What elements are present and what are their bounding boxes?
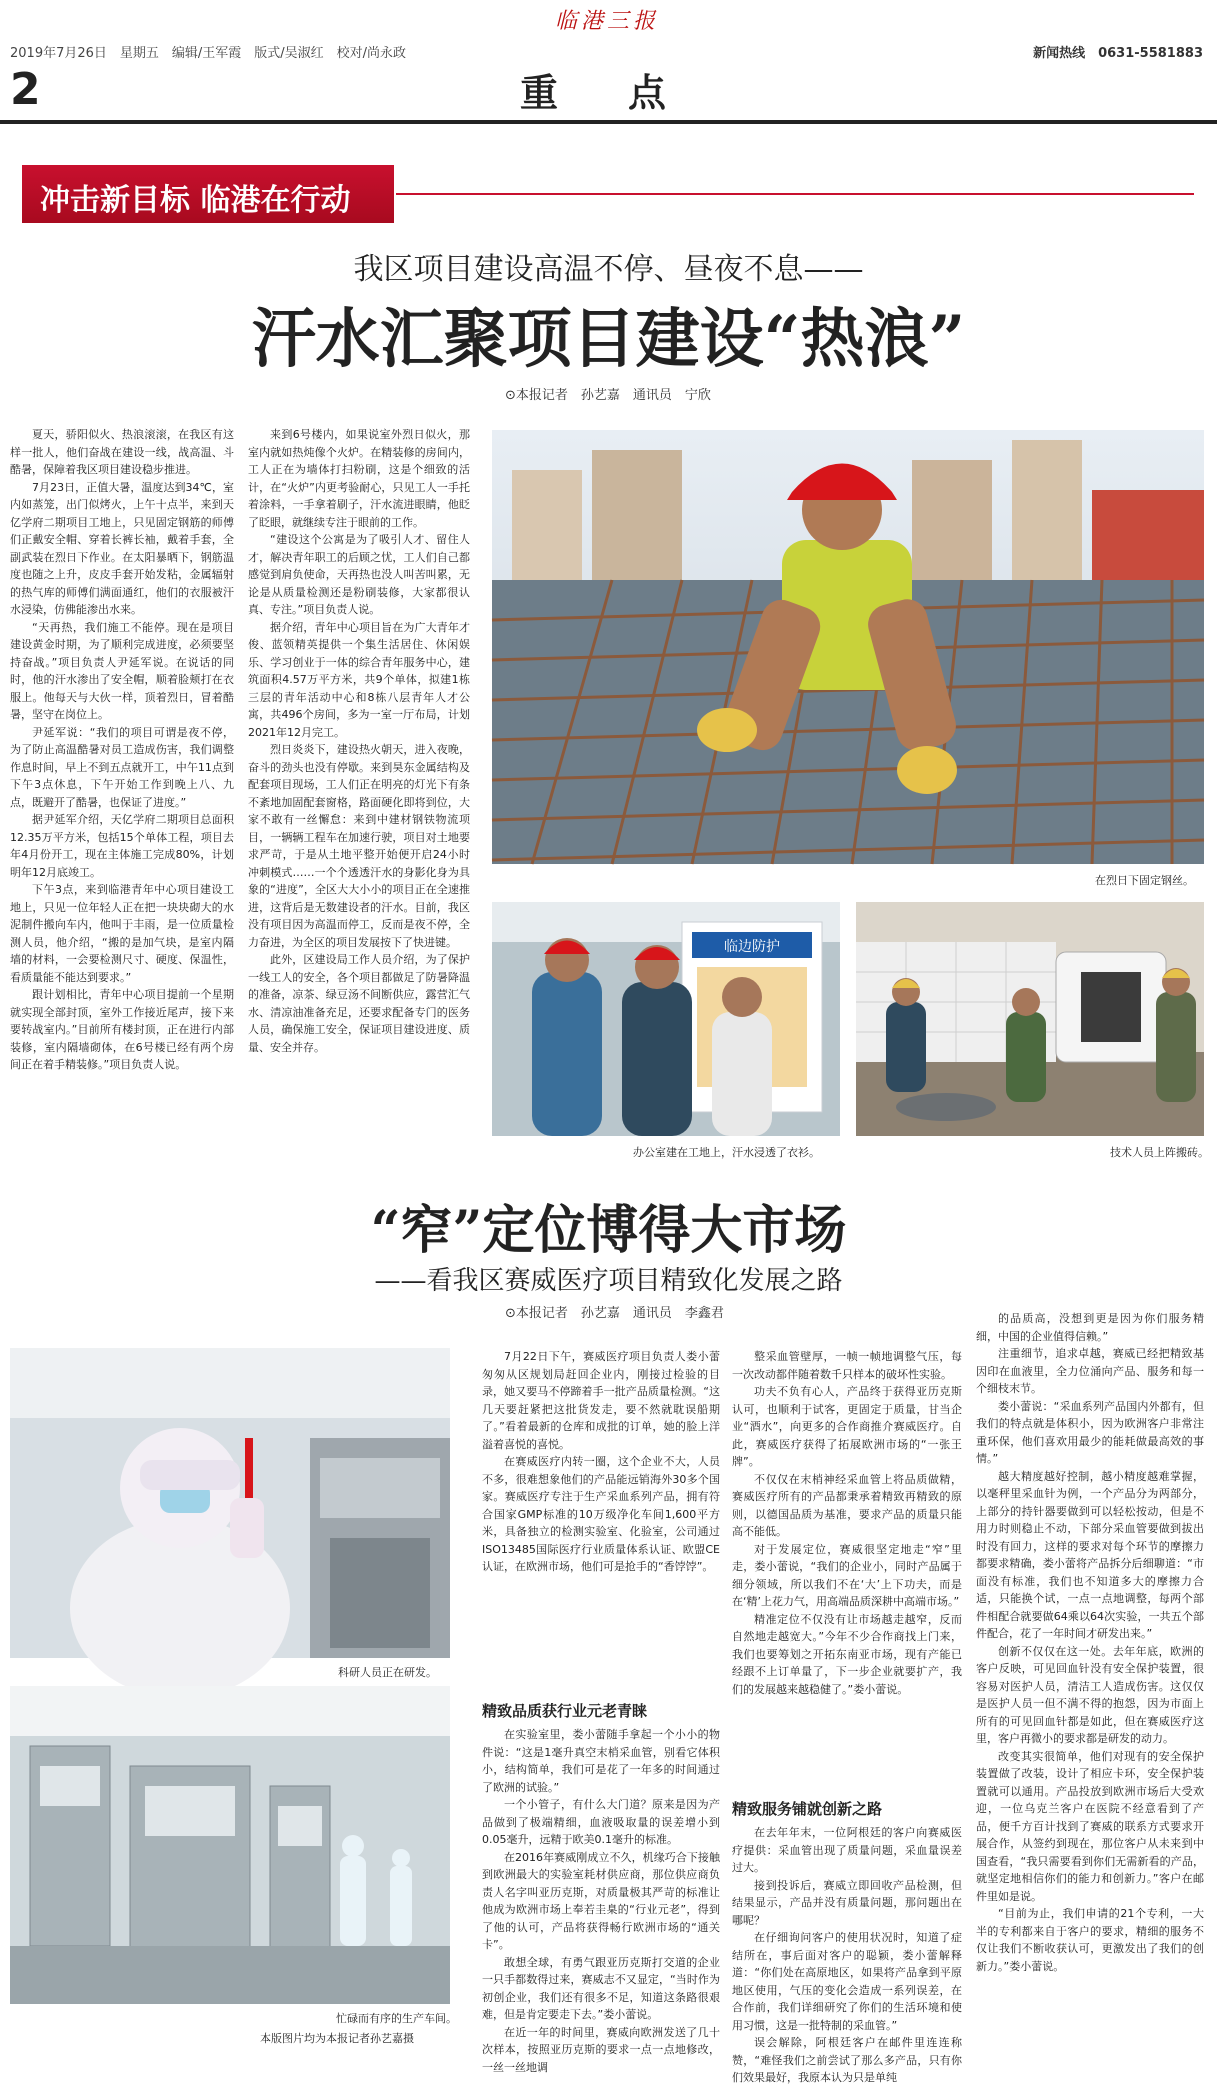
section-heading: 精致服务铺就创新之路 bbox=[732, 1800, 883, 1818]
paragraph: 改变其实很简单，他们对现有的安全保护装置做了改装，设计了相应卡环，安全保护装置就可以通用。产品投放到欧洲市场后大受欢迎，一位乌克兰客户在医院不经意看到了产品，便千方百计找到了赛威的联系方式要求开展合作，从签约到现在，那位客户从未来到中国查看，“我只需要看到你们无需新看的产品，就坚定地相信你们的能力和创新力。”客户在邮件里如是说。 bbox=[976, 1749, 1204, 1903]
photo-worker-rebar bbox=[492, 430, 1204, 864]
photo-caption: 科研人员正在研发。 bbox=[338, 1666, 437, 1679]
article1-subtitle: 我区项目建设高温不停、昼夜不息—— bbox=[353, 252, 864, 287]
article1-byline: ⊙本报记者 孙艺嘉 通讯员 宁欣 bbox=[505, 388, 711, 403]
paragraph: 对于发展定位，赛威很坚定地走“窄”里走，娄小蕾说，“我们的企业小，同时产品属于细分领域，所以我们不在‘大’上下功夫，而是在‘精’上花力气，用高端品质深耕中高端市场。” bbox=[732, 1542, 962, 1608]
paragraph: 的品质高，没想到更是因为你们服务精细，中国的企业值得信赖。” bbox=[976, 1312, 1204, 1343]
article1-column-1 bbox=[10, 426, 234, 1136]
photo-caption: 技术人员上阵搬砖。 bbox=[1110, 1146, 1209, 1159]
paragraph: “目前为止，我们申请的21个专利，一大半的专利都来自于客户的要求，精细的服务不仅让我们不断收获认可，更激发出了我们的创新力。”娄小蕾说。 bbox=[976, 1907, 1204, 1973]
paragraph: 在仔细询问客户的使用状况时，知道了症结所在，事后面对客户的聪颖，娄小蕾解释道：“你们处在高原地区，如果将产品拿到平原地区使用，气压的变化会造成一系列误差，在合作前，我们详细研究了你们的生活环境和使用习惯，这是一批特制的采血管。” bbox=[732, 1931, 962, 2032]
photo-technician-bricks bbox=[856, 902, 1204, 1136]
paragraph: 跟计划相比，青年中心项目提前一个星期就实现全部封顶，室外工作接近尾声，接下来要转战室内。”目前所有楼封顶，正在进行内部装修，室内隔墙砌体，在6号楼已经有两个房间正在着手精装修。”项目负责人说。 bbox=[10, 988, 234, 1071]
paragraph: 接到投诉后，赛威立即回收产品检测，但结果显示，产品并没有质量问题，那问题出在哪呢？ bbox=[732, 1878, 962, 1927]
campaign-banner: 冲击新目标 临港在行动 bbox=[22, 165, 394, 223]
paragraph: 此外，区建设局工作人员介绍，为了保护一线工人的安全，各个项目都做足了防暑降温的准备，凉茶、绿豆汤不间断供应，露营汇气水、清凉油准备充足，还要求配备专门的医务人员，确保施工安全，保证项目建设进度、质量、安全并存。 bbox=[248, 953, 470, 1054]
paragraph: 在赛威医疗内转一圈，这个企业不大，人员不多，很难想象他们的产品能远销海外30多个国家。赛威医疗专注于生产采血系列产品，拥有符合国家GMP标准的10万级净化车间1,600平方米，具备独立的检测实验室、化验室，公司通过ISO13485国际医疗行业质量体系认证、欧盟CE认证，在欧洲市场，他们可是抢手的“香饽饽”。 bbox=[482, 1455, 720, 1573]
photo-production-workshop bbox=[10, 1686, 450, 2004]
article2-column-1a bbox=[482, 1348, 720, 1692]
paragraph: 一个小管子，有什么大门道？原来是因为产品做到了极端精细，血液吸取量的误差增小到0.05毫升，远精于欧美0.1毫升的标准。 bbox=[482, 1798, 720, 1846]
paragraph: 下午3点，来到临港青年中心项目建设工地上，只见一位年轻人正在把一块块砌大的水泥制件搬向车内，他叫于丰雨，是一位质量检测人员，他介绍，“搬的是加气块，是室内隔墙的材料，一会要检测尺寸、硬度、保温性，看质量能不能达到要求。” bbox=[10, 883, 234, 984]
photo-caption: 在烈日下固定钢丝。 bbox=[1095, 874, 1194, 887]
article1-title: 汗水汇聚项目建设“热浪” bbox=[251, 302, 966, 377]
paragraph: 据尹延军介绍，天亿学府二期项目总面积12.35万平方米，包括15个单体工程，项目去年4月份开工，现在主体施工完成80%，计划明年12月底竣工。 bbox=[10, 813, 234, 879]
paragraph: “天再热，我们施工不能停。现在是项目建设黄金时期，为了顺利完成进度，必须要坚持奋战。”项目负责人尹延军说。在说话的同时，他的汗水渗出了安全帽，顺着脸颊打在衣服上。他每天与大伙一样，顶着烈日，冒着酷暑，坚守在岗位上。 bbox=[10, 620, 234, 721]
article2-subtitle: ——看我区赛威医疗项目精致化发展之路 bbox=[374, 1266, 843, 1296]
sign-safety-text: 临边防护 bbox=[724, 939, 780, 955]
photo-caption: 办公室建在工地上，汗水浸透了衣衫。 bbox=[633, 1146, 820, 1159]
paragraph: 整采血管壁厚，一帧一帧地调整气压，每一次改动都伴随着数千只样本的破坏性实验。 bbox=[732, 1350, 962, 1381]
paragraph: “建设这个公寓是为了吸引人才、留住人才，解决青年职工的后顾之忧，工人们自己都感觉到肩负使命，天再热也没人叫苦叫累，无论是从质量检测还是粉刷装修，大家都很认真、专注。”项目负责人说。 bbox=[248, 533, 470, 616]
photo-lab-researcher bbox=[10, 1348, 450, 1658]
paragraph: 在实验室里，娄小蕾随手拿起一个小小的物件说：“这是1毫升真空末梢采血管，别看它体积小，结构简单，我们可是花了一年多的时间通过了欧洲的试验。” bbox=[482, 1728, 720, 1794]
paragraph: 敢想全球，有勇气跟亚历克斯打交道的企业一只手都数得过来，赛威志不又显定，“当时作为初创企业，我们还有很多不足，知道这条路很艰难，但是肯定要走下去。”娄小蕾说。 bbox=[482, 1955, 720, 2021]
article2-column-1b bbox=[482, 1726, 720, 2074]
article2-title: “窄”定位博得大市场 bbox=[370, 1200, 847, 1261]
article2-column-3 bbox=[976, 1310, 1204, 2046]
section-title: 重点 bbox=[520, 70, 737, 115]
paragraph: 在近一年的时间里，赛威向欧洲发送了几十次样本，按照亚历克斯的要求一点一点地修改，一丝一丝地调 bbox=[482, 2025, 720, 2074]
header-divider bbox=[0, 120, 1217, 124]
page-number: 2 bbox=[10, 64, 41, 115]
paragraph: 不仅仅在末梢神经采血管上将品质做精，赛威医疗所有的产品都秉承着精致再精致的原则，以德国品质为基准，要求产品的质量只能高不能低。 bbox=[732, 1472, 962, 1538]
article2-column-2b bbox=[732, 1824, 962, 2084]
paragraph: 娄小蕾说：“采血系列产品国内外都有，但我们的特点就是体积小，因为欧洲客户非常注重环保，他们喜欢用最少的能耗做最高效的事情。” bbox=[976, 1399, 1204, 1465]
article1-column-2 bbox=[248, 426, 470, 1136]
paragraph: 据介绍，青年中心项目旨在为广大青年才俊、蓝领精英提供一个集生活居住、休闲娱乐、学习创业于一体的综合青年服务中心，建筑面积4.57万平方米，共9个单体，拟建1栋三层的青年活动中心和8栋八层青年人才公寓，共496个房间，多为一室一厅布局，计划2021年12月完工。 bbox=[248, 620, 470, 739]
article2-column-2a bbox=[732, 1348, 962, 1792]
paragraph: 创新不仅仅在这一处。去年年底，欧洲的客户反映，可见回血针没有安全保护装置，很容易对医护人员，清洁工人造成伤害。这仅仅是医护人员一但不满不得的抱怨，因为市面上所有的可见回血针都是如此，但在赛威医疗这里，客户再微小的要求都是研发的动力。 bbox=[976, 1644, 1204, 1745]
article2-byline: ⊙本报记者 孙艺嘉 通讯员 李鑫君 bbox=[505, 1306, 724, 1321]
banner-divider bbox=[396, 193, 1194, 195]
paragraph: 越大精度越好控制，越小精度越难掌握，以毫秤里采血针为例，一个产品分为两部分，上部分的持针器要做到可以轻松按动，但是不用力时则稳止不动，下部分采血管要做到拔出时没有回力，这样的要求对每个环节的摩擦力都要求精确，娄小蕾将产品拆分后细聊道：“市面没有标准，我们也不知道多大的摩擦力合适，只能换个试，一点一点地调整，每两个部件相配合就要做64乘以64次实验，一共五个部件配合，花了一年时间才研发出来。” bbox=[976, 1469, 1204, 1640]
paragraph: 7月23日，正值大暑，温度达到34℃，室内如蒸笼，出门似烤火，上午十点半，来到天亿学府二期项目工地上，只见固定钢筋的师傅们正戴安全帽、穿着长裤长袖，戴着手套，全副武装在烈日下作业。在太阳暴晒下，钢筋温度也随之上升，皮皮手套开始发粘，金属辐射的热气库的师傅们满面通红，他们的衣服被汗水浸染，仿佛能渗出水来。 bbox=[10, 480, 234, 616]
photo-credit: 本版图片均为本报记者孙艺嘉摄 bbox=[260, 2032, 414, 2045]
section-heading: 精致品质获行业元老青睐 bbox=[482, 1702, 648, 1720]
paragraph: 来到6号楼内，如果说室外烈日似火，那室内就如热炖像个火炉。在精装修的房间内，工人正在为墙体打扫粉刷，这是个细致的活计，在“火炉”内更考验耐心，只见工人一手托着涂料，一手拿着刷子，汗水流进眼睛，他眨了眨眼，就继续专注于眼前的工作。 bbox=[248, 428, 470, 529]
paragraph: 在2016年赛威刚成立不久，机缘巧合下接触到欧洲最大的实验室耗材供应商，那位供应商负责人名字叫亚历克斯，对质量极其严苛的标准让他成为欧洲市场上奉若圭臬的“行业元老”，得到了他的认可，产品将获得畅行欧洲市场的“通关卡”。 bbox=[482, 1850, 720, 1951]
paragraph: 尹延军说：“我们的项目可谓是夜不停，为了防止高温酷暑对员工造成伤害，我们调整作息时间，早上不到五点就开工，中午11点到下午3点休息，下午开始工作到晚上八、九点，既避开了酷暑，也保证了进度。” bbox=[10, 725, 234, 809]
paragraph: 精准定位不仅没有让市场越走越窄，反而自然地走越宽大。”今年不少合作商找上门来，我们也要筹划之开拓东南亚市场，现有产能已经跟不上订单量了，下一步企业就要扩产，我们的发展越来越稳健了。”娄小蕾说。 bbox=[732, 1612, 962, 1696]
issue-info: 2019年7月26日 星期五 编辑/王军霞 版式/吴淑红 校对/尚永政 bbox=[10, 46, 407, 61]
paragraph: 误会解除，阿根廷客户在邮件里连连称赞，“难怪我们之前尝试了那么多产品，只有你们效果最好，我原本认为只是单纯 bbox=[732, 2036, 962, 2084]
news-hotline: 新闻热线 0631-5581883 bbox=[1033, 46, 1203, 61]
paragraph: 功夫不负有心人，产品终于获得亚历克斯认可，也顺利于试客，更固定于质量，甘当企业“酒水”，向更多的合作商推介赛威医疗。自此，赛威医疗获得了拓展欧洲市场的“一张王牌”。 bbox=[732, 1385, 962, 1468]
photo-site-office bbox=[492, 902, 840, 1136]
paragraph: 夏天，骄阳似火、热浪滚滚，在我区有这样一批人，他们奋战在建设一线，战高温、斗酷暑，保障着我区项目建设稳步推进。 bbox=[10, 428, 234, 476]
paragraph: 在去年年末，一位阿根廷的客户向赛威医疗提供：采血管出现了质量问题，采血量误差过大。 bbox=[732, 1826, 962, 1874]
masthead-logo: 临港三报 bbox=[555, 9, 660, 34]
paragraph: 注重细节，追求卓越，赛威已经把精致基因印在血液里，全力位涌向产品、服务和每一个细枝末节。 bbox=[976, 1347, 1204, 1395]
paragraph: 烈日炎炎下，建设热火朝天，进入夜晚，奋斗的劲头也没有停歇。来到昊东金属结构及配套项目现场，工人们正在明亮的灯光下有条不紊地加固配套窗格，路面硬化即将到位，大家不敢有一丝懈怠：来到中建材钢铁物流项目，一辆辆工程车在加速行驶，项目对土地要求严苛，于是从土地平整开始便开启24小时冲刺模式……一个个透透汗水的身影化身为具象的“进度”，全区大大小小的项目正在全速推进，这背后是无数建设者的汗水。目前，我区没有项目因为高温而停工，反而是夜不停，全力奋进，为全区的项目发展按下了快进键。 bbox=[248, 743, 470, 949]
photo-caption: 忙碌而有序的生产车间。 bbox=[336, 2012, 457, 2025]
paragraph: 7月22日下午，赛威医疗项目负责人娄小蕾匆匆从区规划局赶回企业内，刚接过检验的目录，她又要马不停蹄着手一批产品质量检测。“这几天要赶紧把这批货发走，要不然就耽误船期了。”看着最新的仓库和成批的订单，她的脸上洋溢着喜悦的喜悦。 bbox=[482, 1350, 720, 1451]
